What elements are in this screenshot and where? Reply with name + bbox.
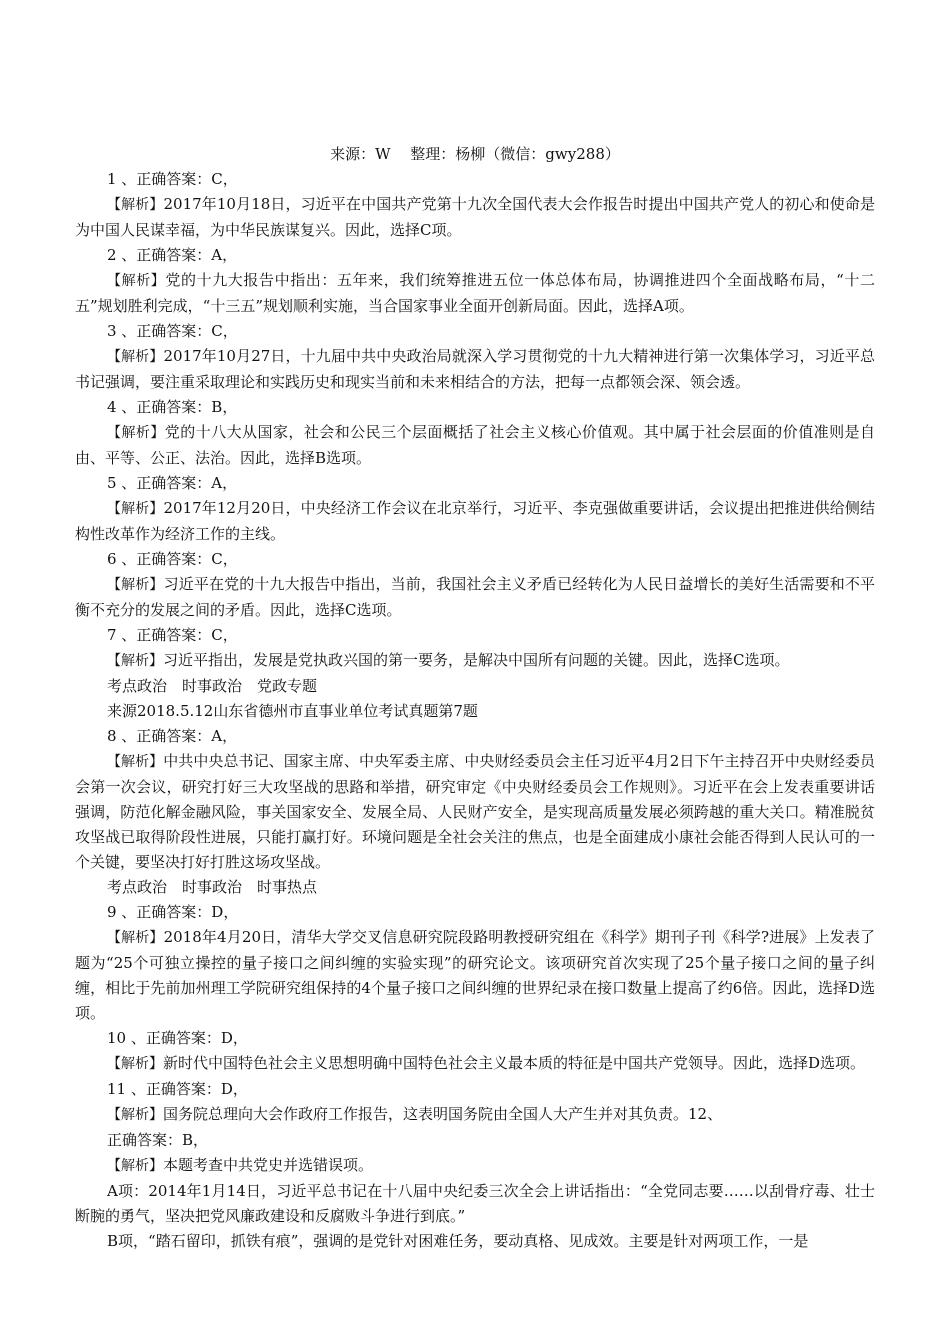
analysis-text: 2018年4月20日，清华大学交叉信息研究院段路明教授研究组在《科学》期刊子刊《科学?进展》上发表了题为“25个可独立操控的量子接口之间纠缠的实验实现”的研究论文。该项研究首次实现了25个量子接口之间的量子纠缠，相比于先前加州理工学院研究组保持的4个量子接口之间纠缠的世界纪录在接口数量上提高了约6倍。因此，选择D选项。 <box>75 928 876 1022</box>
analysis-label: 【解析】 <box>107 577 164 593</box>
analysis-label: 【解析】 <box>107 501 164 517</box>
answer-line: 10 、正确答案：D， <box>107 1029 248 1047</box>
analysis-paragraph <box>75 572 875 623</box>
analysis-label: 【解析】 <box>107 930 164 946</box>
analysis-paragraph <box>75 496 875 547</box>
answer-line: 2 、正确答案：A， <box>107 246 238 264</box>
answer-line: 9 、正确答案：D， <box>107 903 239 921</box>
analysis-label: 【解析】 <box>107 273 166 289</box>
answer-line: 1 、正确答案：C， <box>107 170 238 188</box>
topic-tag-line: 考点政治 时事政治 党政专题 <box>107 677 318 695</box>
analysis-text: 新时代中国特色社会主义思想明确中国特色社会主义最本质的特征是中国共产党领导。因此，选择D选项。 <box>163 1054 866 1072</box>
analysis-label: 【解析】 <box>107 197 164 213</box>
topic-tag-line: 考点政治 时事政治 时事热点 <box>107 878 318 896</box>
analysis-text: 习近平在党的十九大报告中指出，当前，我国社会主义矛盾已经转化为人民日益增长的美好生活需要和不平衡不充分的发展之间的矛盾。因此，选择C选项。 <box>75 575 875 619</box>
analysis-paragraph <box>75 925 875 1026</box>
analysis-paragraph <box>75 749 875 875</box>
analysis-text: 中共中央总书记、国家主席、中央军委主席、中央财经委员会主任习近平4月2日下午主持召开中央财经委员会第一次会议，研究打好三大攻坚战的思路和举措，研究审定《中央财经委员会工作规则》。习近平在会上发表重要讲话强调，防范化解金融风险，事关国家安全、发展全局、人民财产安全，是实现高质量发展必须跨越的重大关口。精准脱贫攻坚战已取得阶段性进展，只能打赢打好。环境问题是全社会关注的焦点，也是全面建成小康社会能否得到人民认可的一个关键，要坚决打好打胜这场攻坚战。 <box>75 752 876 871</box>
answer-line: 7 、正确答案：C， <box>107 626 238 644</box>
source-header: 来源：W 整理：杨柳（微信：gwy288） <box>330 145 620 163</box>
analysis-label: 【解析】 <box>107 425 165 441</box>
analysis-text: 2017年12月20日，中央经济工作会议在北京举行，习近平、李克强做重要讲话，会议提出把推进供给侧结构性改革作为经济工作的主线。 <box>75 499 876 543</box>
analysis-paragraph <box>75 268 875 319</box>
option-paragraph: B项，“踏石留印，抓铁有痕”，强调的是党针对困难任务，要动真格、见成效。主要是针对两项工作，一是 <box>107 1232 809 1250</box>
analysis-text: 党的十八大从国家，社会和公民三个层面概括了社会主义核心价值观。其中属于社会层面的价值准则是自由、平等、公正、法治。因此，选择B选项。 <box>75 423 875 467</box>
answer-line: 8 、正确答案：A， <box>107 727 238 745</box>
answer-line: 3 、正确答案：C， <box>107 322 238 340</box>
analysis-label: 【解析】 <box>107 349 164 365</box>
analysis-paragraph <box>75 192 875 243</box>
analysis-text: 习近平指出，发展是党执政兴国的第一要务，是解决中国所有问题的关键。因此，选择C选项。 <box>163 651 790 669</box>
analysis-label: 【解析】 <box>107 1158 163 1174</box>
analysis-label: 【解析】 <box>107 1107 163 1123</box>
answer-line: 11 、正确答案：D， <box>107 1080 248 1098</box>
analysis-label: 【解析】 <box>107 653 163 669</box>
analysis-label: 【解析】 <box>107 754 164 770</box>
analysis-text: 2017年10月27日，十九届中共中央政治局就深入学习贯彻党的十九大精神进行第一次集体学习，习近平总书记强调，要注重采取理论和实践历史和现实当前和未来相结合的方法，把每一点都领会深、领会透。 <box>75 347 876 391</box>
analysis-paragraph <box>75 1102 875 1128</box>
analysis-text: 本题考查中共党史并选错误项。 <box>163 1156 374 1174</box>
option-paragraph: A项：2014年1月14日，习近平总书记在十八届中央纪委三次全会上讲话指出：“全党同志要……以刮骨疗毒、壮士断腕的勇气，坚决把党风廉政建设和反腐败斗争进行到底。” <box>75 1182 875 1225</box>
answer-line: 6 、正确答案：C， <box>107 550 238 568</box>
analysis-paragraph <box>75 648 875 674</box>
question-source-line: 来源2018.5.12山东省德州市直事业单位考试真题第7题 <box>107 702 478 720</box>
analysis-paragraph <box>75 1051 875 1077</box>
analysis-text: 党的十九大报告中指出：五年来，我们统筹推进五位一体总体布局，协调推进四个全面战略布局，“十二五”规划胜利完成，“十三五”规划顺利实施，当合国家事业全面开创新局面。因此，选择A项。 <box>75 271 875 315</box>
analysis-paragraph <box>75 1153 875 1179</box>
analysis-text: 国务院总理向大会作政府工作报告，这表明国务院由全国人大产生并对其负责。12、 <box>163 1105 723 1123</box>
answer-line: 正确答案：B， <box>107 1131 209 1149</box>
analysis-paragraph <box>75 420 875 471</box>
answer-line: 5 、正确答案：A， <box>107 474 238 492</box>
answer-content <box>75 167 875 1254</box>
analysis-label: 【解析】 <box>107 1056 163 1072</box>
analysis-text: 2017年10月18日，习近平在中国共产党第十九次全国代表大会作报告时提出中国共产党人的初心和使命是为中国人民谋幸福，为中华民族谋复兴。因此，选择C项。 <box>75 195 876 239</box>
answer-line: 4 、正确答案：B， <box>107 398 238 416</box>
analysis-paragraph <box>75 344 875 395</box>
